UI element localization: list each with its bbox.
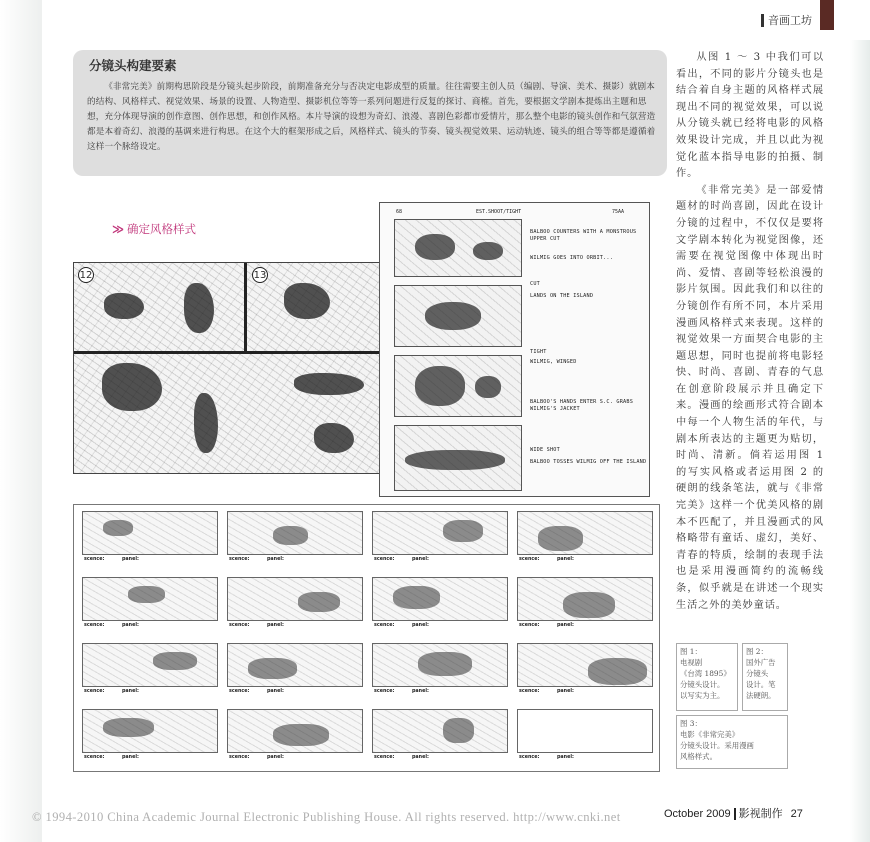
- figure-1-storyboard: [73, 262, 400, 474]
- storyboard-cell: [82, 577, 218, 621]
- scene-caption: scence:: [229, 557, 250, 562]
- sketch-shading: [443, 520, 483, 542]
- panel-caption: panel:: [412, 755, 429, 760]
- figure-3-storyboard-grid: [73, 504, 660, 772]
- side-paragraph-2: 《非常完美》是一部爱情题材的时尚喜剧，因此在设计分镜的过程中，不仅仅是要将文学剧本转化为视觉图像，还需要在视觉图像中体现出时尚、爱情、喜剧等轻松浪漫的影片氛围。因此我们和以往的分镜创作有所不同，本片采用漫画风格样式来表现。这样的视觉效果一方面契合电影的主题思想，同时也提前将电影轻快、时尚、喜剧、青春的气息在创意阶段展示并且确定下来。漫画的绘画形式符合剧本中每一个人物生活的年代，与剧本所表达的主题更为贴切，时尚、清新。倘若运用图 1 的写实风格或者运用图 2 的硬朗的线条笔法，就与《非常完美》这样一个优美风格的剧本不匹配了，并且漫画式的风格略带有童话、虚幻，美好、青春的特质，绘制的表现手法也是采用漫画简约的流畅线条，似乎就是在讲述一个现实生活之外的美妙童话。: [676, 184, 824, 611]
- caption-line: 电视剧: [680, 658, 703, 667]
- panel-caption: panel:: [412, 689, 429, 694]
- header-accent-bar: [820, 0, 834, 30]
- sketch-shading: [473, 242, 503, 260]
- storyboard-frame: [394, 355, 522, 417]
- sketch-shading: [273, 526, 308, 545]
- shot-note: BALBOO COUNTERS WITH A MONSTROUS UPPER CUT: [530, 229, 637, 242]
- shot-note: CUT: [530, 281, 540, 287]
- sketch-shading: [475, 376, 501, 398]
- panel-caption: panel:: [557, 623, 574, 628]
- sketch-shading: [103, 718, 154, 737]
- storyboard-cell: [82, 643, 218, 687]
- sketch-shading: [298, 592, 340, 612]
- scene-caption: scence:: [519, 623, 540, 628]
- caption-line: 分镜头: [746, 669, 769, 678]
- sketch-shading: [415, 234, 455, 260]
- sketch-shading: [425, 302, 481, 330]
- sketch-shading: [184, 283, 214, 333]
- section-label: [112, 221, 196, 237]
- sketch-shading: [103, 520, 133, 536]
- shot-code: 75AA: [612, 209, 625, 215]
- sketch-shading: [248, 658, 297, 679]
- shot-note: BALBOO'S HANDS ENTER S.C. GRABS WILMIG'S JACKET: [530, 399, 634, 412]
- caption-line: 分镜头设计。: [680, 680, 725, 689]
- section-tag: 音画工坊: [761, 14, 812, 27]
- double-chevron-icon: ≫: [112, 222, 125, 236]
- panel-divider: [244, 263, 247, 351]
- sketch-shading: [128, 586, 165, 603]
- storyboard-cell: [372, 709, 508, 753]
- sketch-shading: [314, 423, 354, 453]
- intro-body: 《非常完美》前期构思阶段是分镜头起步阶段，前期准备充分与否决定电影成型的质量。往往需要主创人员（编剧、导演、美术、摄影）就剧本的结构、风格样式、视觉效果、场景的设置、人物造型、摄影机位等等一系列问题进行反复的探讨、商榷。首先，要根据文学剧本提炼出主题和思想，充分体现导演的创作意图、创作思想，和创作风格。本片导演的设想为奇幻、浪漫、喜剧色彩都市爱情片，那么整个电影的镜头创作和气氛营造都是本着奇幻、浪漫的基调来进行构思。在这个大的框架形成之后，风格样式、镜头的节奏、镜头视觉效果、运动轨迹、镜头的组合等等都是遵循着这样一个脉络设定。: [87, 82, 656, 152]
- panel-caption: panel:: [267, 755, 284, 760]
- shot-number: 68: [396, 209, 403, 215]
- sketch-shading: [273, 724, 329, 746]
- storyboard-cell: [227, 577, 363, 621]
- column-name: 影视制作: [738, 808, 783, 820]
- side-column: [676, 50, 824, 614]
- shot-note: WILMIG GOES INTO ORBIT...: [530, 255, 614, 261]
- footer-separator: [734, 808, 736, 820]
- panel-caption: panel:: [557, 557, 574, 562]
- caption-figure-2: [742, 643, 788, 711]
- scene-caption: scence:: [374, 689, 395, 694]
- shot-type: EST.SHOOT/TIGHT: [476, 209, 522, 215]
- storyboard-cell: [372, 577, 508, 621]
- storyboard-cell: [517, 643, 653, 687]
- caption-line: 风格样式。: [680, 752, 717, 761]
- intro-box: [73, 50, 667, 176]
- caption-figure-1: [676, 643, 738, 711]
- storyboard-cell: [227, 643, 363, 687]
- scene-caption: scence:: [229, 623, 250, 628]
- right-margin-shade: [850, 40, 870, 842]
- shot-note: BALBOO TOSSES WILMIG OFF THE ISLAND: [530, 459, 647, 465]
- panel-caption: panel:: [122, 689, 139, 694]
- sketch-shading: [153, 652, 197, 670]
- scene-caption: scence:: [374, 755, 395, 760]
- panel-caption: panel:: [267, 623, 284, 628]
- caption-line: 以写实为主。: [680, 691, 725, 700]
- caption-line: 电影《非常完美》: [680, 730, 740, 739]
- sketch-shading: [284, 283, 330, 319]
- page-footer: [664, 805, 803, 821]
- caption-label: 图 1：: [680, 647, 702, 656]
- sketch-shading: [443, 718, 474, 743]
- scene-caption: scence:: [519, 557, 540, 562]
- caption-line: 国外广告: [746, 658, 776, 667]
- sketch-shading: [104, 293, 144, 319]
- panel-caption: panel:: [122, 557, 139, 562]
- caption-line: 设计。笔: [746, 680, 776, 689]
- sketch-shading: [588, 658, 647, 685]
- scene-caption: scence:: [84, 557, 105, 562]
- copyright-watermark: © 1994-2010 China Academic Journal Electronic Publishing House. All rights reserved. http://www.cnki.net: [32, 810, 621, 824]
- shot-note: TIGHT: [530, 349, 547, 355]
- scene-caption: scence:: [374, 557, 395, 562]
- sketch-shading: [415, 366, 465, 406]
- shot-note: WILMIG, WINGED: [530, 359, 577, 365]
- scene-caption: scence:: [374, 623, 395, 628]
- storyboard-cell: [82, 511, 218, 555]
- storyboard-cell: [372, 643, 508, 687]
- panel-number: 12: [78, 267, 94, 283]
- intro-title: 分镜头构建要素: [89, 58, 177, 73]
- scene-caption: scence:: [84, 623, 105, 628]
- sketch-shading: [405, 450, 505, 470]
- page-number: 27: [790, 808, 803, 820]
- storyboard-frame: [394, 425, 522, 491]
- panel-number: 13: [252, 267, 268, 283]
- sketch-shading: [563, 592, 615, 618]
- storyboard-cell: [372, 511, 508, 555]
- storyboard-frame: [394, 285, 522, 347]
- issue-date: October 2009: [664, 808, 731, 820]
- storyboard-cell: [227, 709, 363, 753]
- figure-captions: [676, 643, 788, 769]
- sketch-shading: [102, 363, 162, 411]
- caption-label: 图 3：: [680, 719, 702, 728]
- panel-caption: panel:: [557, 689, 574, 694]
- sketch-shading: [393, 586, 440, 609]
- panel-caption: panel:: [412, 557, 429, 562]
- panel-caption: panel:: [122, 755, 139, 760]
- caption-figure-3: [676, 715, 788, 769]
- caption-line: 《台湾 1895》: [680, 669, 731, 678]
- storyboard-cell: [517, 709, 653, 753]
- sketch-shading: [294, 373, 364, 395]
- caption-line: 法硬朗。: [746, 691, 776, 700]
- sketch-shading: [418, 652, 472, 676]
- panel-divider: [74, 351, 400, 354]
- caption-label: 图 2：: [746, 647, 768, 656]
- scene-caption: scence:: [84, 689, 105, 694]
- section-label-text: 确定风格样式: [127, 222, 197, 236]
- side-paragraph-1: 从图 1 ～ 3 中我们可以看出，不同的影片分镜头也是结合着自身主题的风格样式展现出不同的视觉效果，可以说从分镜头就已经将电影的风格效果设计完成，并且以此为视觉化蓝本指导电影的拍摄、制作。: [676, 52, 824, 180]
- scene-caption: scence:: [229, 755, 250, 760]
- storyboard-cell: [517, 511, 653, 555]
- panel-caption: panel:: [267, 689, 284, 694]
- figure-2-storyboard: [379, 202, 650, 497]
- scene-caption: scence:: [519, 755, 540, 760]
- storyboard-cell: [82, 709, 218, 753]
- storyboard-cell: [517, 577, 653, 621]
- left-margin-shade: [0, 0, 42, 842]
- scene-caption: scence:: [229, 689, 250, 694]
- caption-line: 分镜头设计。采用漫画: [680, 741, 754, 750]
- sketch-shading: [538, 526, 583, 551]
- panel-caption: panel:: [557, 755, 574, 760]
- scene-caption: scence:: [84, 755, 105, 760]
- storyboard-frame: [394, 219, 522, 277]
- storyboard-cell: [227, 511, 363, 555]
- shot-note: LANDS ON THE ISLAND: [530, 293, 594, 299]
- panel-caption: panel:: [412, 623, 429, 628]
- panel-caption: panel:: [122, 623, 139, 628]
- scene-caption: scence:: [519, 689, 540, 694]
- sketch-shading: [194, 393, 218, 453]
- panel-caption: panel:: [267, 557, 284, 562]
- shot-note: WIDE SHOT: [530, 447, 560, 453]
